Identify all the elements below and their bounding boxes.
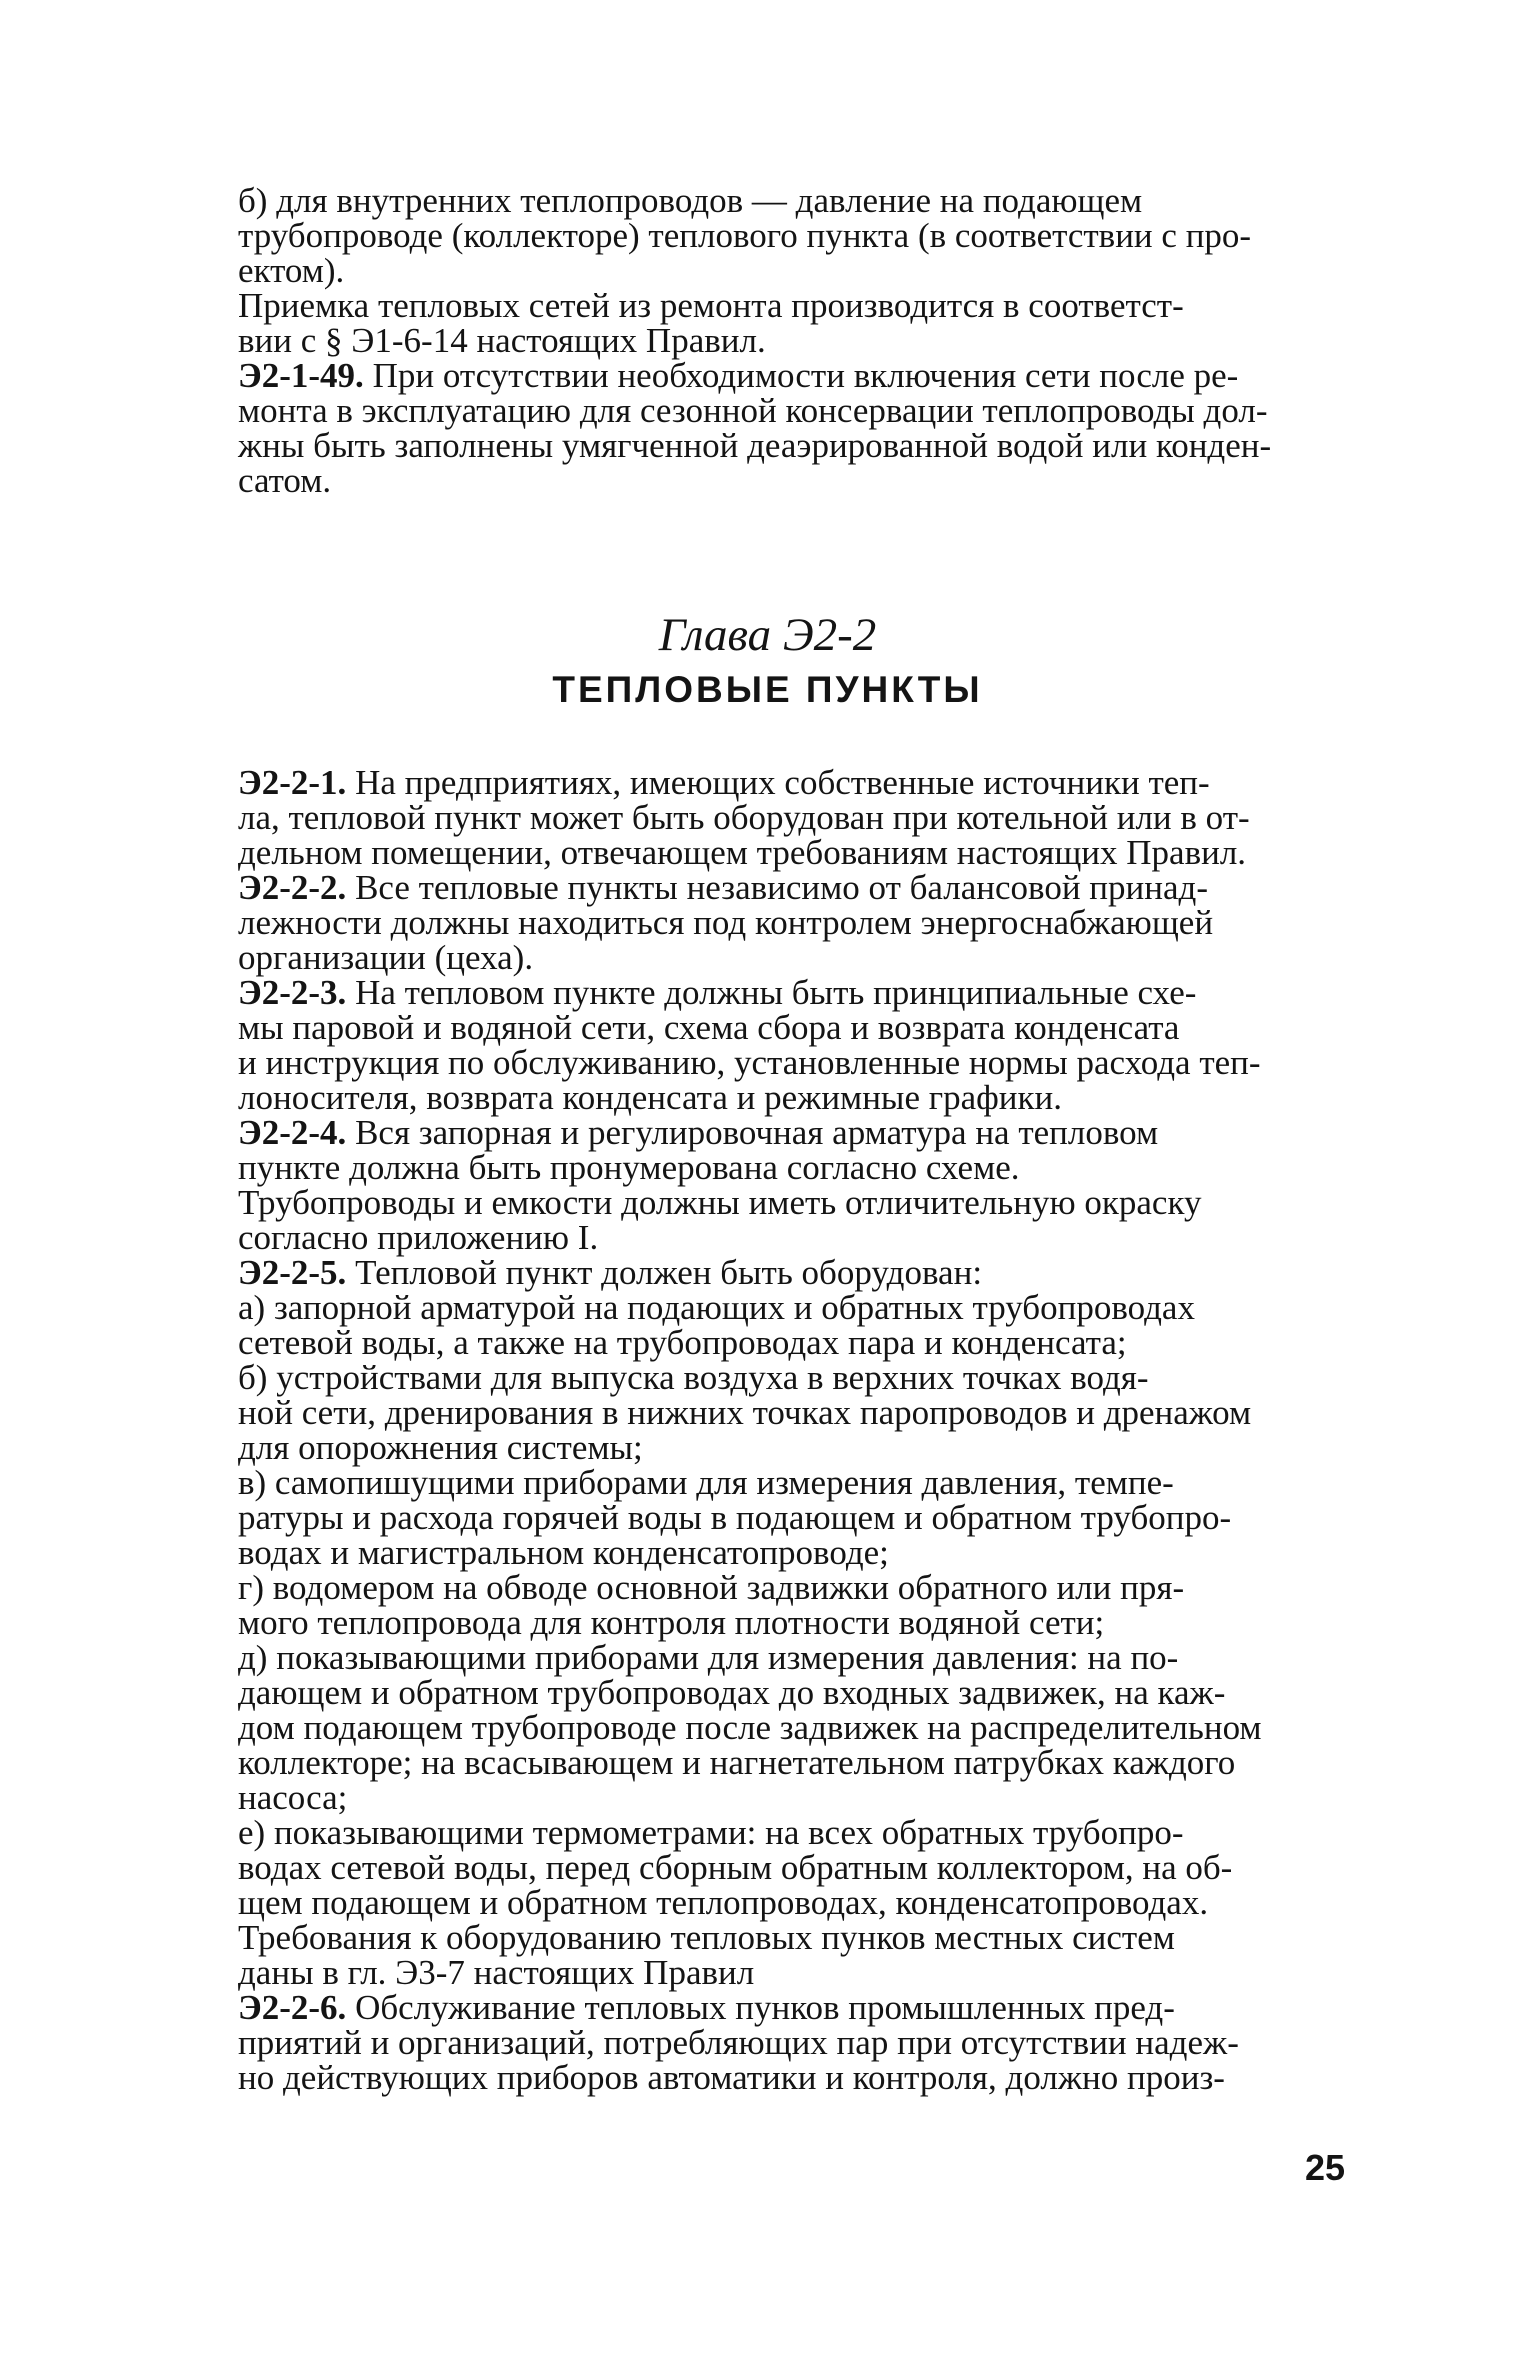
paragraph: Э2-1-49. При отсутствии необходимости включения сети после ре- монта в эксплуатацию для сезонной консервации теплопроводы дол- жны быть заполнены умягченной деаэрированной водой или конден- сатом.: [238, 356, 1272, 500]
paragraph: Требования к оборудованию тепловых пунков местных систем даны в гл. Э3-7 настоящих Правил: [238, 1918, 1175, 1992]
clause-number: Э2-2-1.: [238, 763, 347, 802]
list-item: д) показывающими приборами для измерения давления: на по- дающем и обратном трубопроводах до входных задвижек, на каж- дом подающем трубопроводе после задвижек на распределительном коллекторе; на всасывающем и нагнетательном патрубках каждого насоса;: [238, 1638, 1262, 1817]
paragraph: Приемка тепловых сетей из ремонта производится в соответст- вии с § Э1-6-14 настоящих Правил.: [238, 286, 1184, 360]
chapter-title: Глава Э2-2: [658, 609, 877, 661]
paragraph: Э2-2-5. Тепловой пункт должен быть оборудован:: [238, 1253, 983, 1292]
paragraph: Э2-2-3. На тепловом пункте должны быть принципиальные схе- мы паровой и водяной сети, схема сбора и возврата конденсата и инструкция по обслуживанию, установленные нормы расхода теп- лоносителя, возврата конденсата и режимные графики.: [238, 973, 1261, 1117]
clause-number: Э2-1-49.: [238, 356, 364, 395]
paragraph: б) для внутренних теплопроводов — давление на подающем трубопроводе (коллекторе) теплового пункта (в соответствии с про- ектом).: [238, 181, 1252, 290]
paragraph: Э2-2-4. Вся запорная и регулировочная арматура на тепловом пункте должна быть пронумерована согласно схеме.: [238, 1113, 1159, 1187]
list-item: е) показывающими термометрами: на всех обратных трубопро- водах сетевой воды, перед сборным обратным коллектором, на об- щем подающем и обратном теплопроводах, конденсатопроводах.: [238, 1813, 1233, 1922]
list-item: в) самопишущими приборами для измерения давления, темпе- ратуры и расхода горячей воды в подающем и обратном трубопро- водах и магистральном конденсатопроводе;: [238, 1463, 1232, 1572]
clause-number: Э2-2-3.: [238, 973, 347, 1012]
clause-number: Э2-2-5.: [238, 1253, 347, 1292]
main-text-block: [238, 765, 1343, 2095]
list-item: г) водомером на обводе основной задвижки обратного или пря- мого теплопровода для контроля плотности водяной сети;: [238, 1568, 1185, 1642]
page-number: 25: [1304, 2147, 1345, 2188]
clause-number: Э2-2-4.: [238, 1113, 347, 1152]
paragraph: Э2-2-2. Все тепловые пункты независимо от балансовой принад- лежности должны находиться под контролем энергоснабжающей организации (цеха).: [238, 868, 1214, 977]
list-item: б) устройствами для выпуска воздуха в верхних точках водя- ной сети, дренирования в нижних точках паропроводов и дренажом для опорожнения системы;: [238, 1358, 1252, 1467]
chapter-subtitle: ТЕПЛОВЫЕ ПУНКТЫ: [552, 669, 983, 710]
clause-number: Э2-2-2.: [238, 868, 347, 907]
paragraph: Э2-2-6. Обслуживание тепловых пунков промышленных пред- приятий и организаций, потребляющих пар при отсутствии надеж- но действующих приборов автоматики и контроля, должно произ-: [238, 1988, 1239, 2097]
paragraph: Трубопроводы и емкости должны иметь отличительную окраску согласно приложению I.: [238, 1183, 1202, 1257]
list-item: а) запорной арматурой на подающих и обратных трубопроводах сетевой воды, а также на трубопроводах пара и конденсата;: [238, 1288, 1195, 1362]
clause-number: Э2-2-6.: [238, 1988, 347, 2027]
paragraph: Э2-2-1. На предприятиях, имеющих собственные источники теп- ла, тепловой пункт может быть оборудован при котельной или в от- дельном помещении, отвечающем требованиям настоящих Правил.: [238, 763, 1250, 872]
top-text-block: [238, 183, 1343, 498]
